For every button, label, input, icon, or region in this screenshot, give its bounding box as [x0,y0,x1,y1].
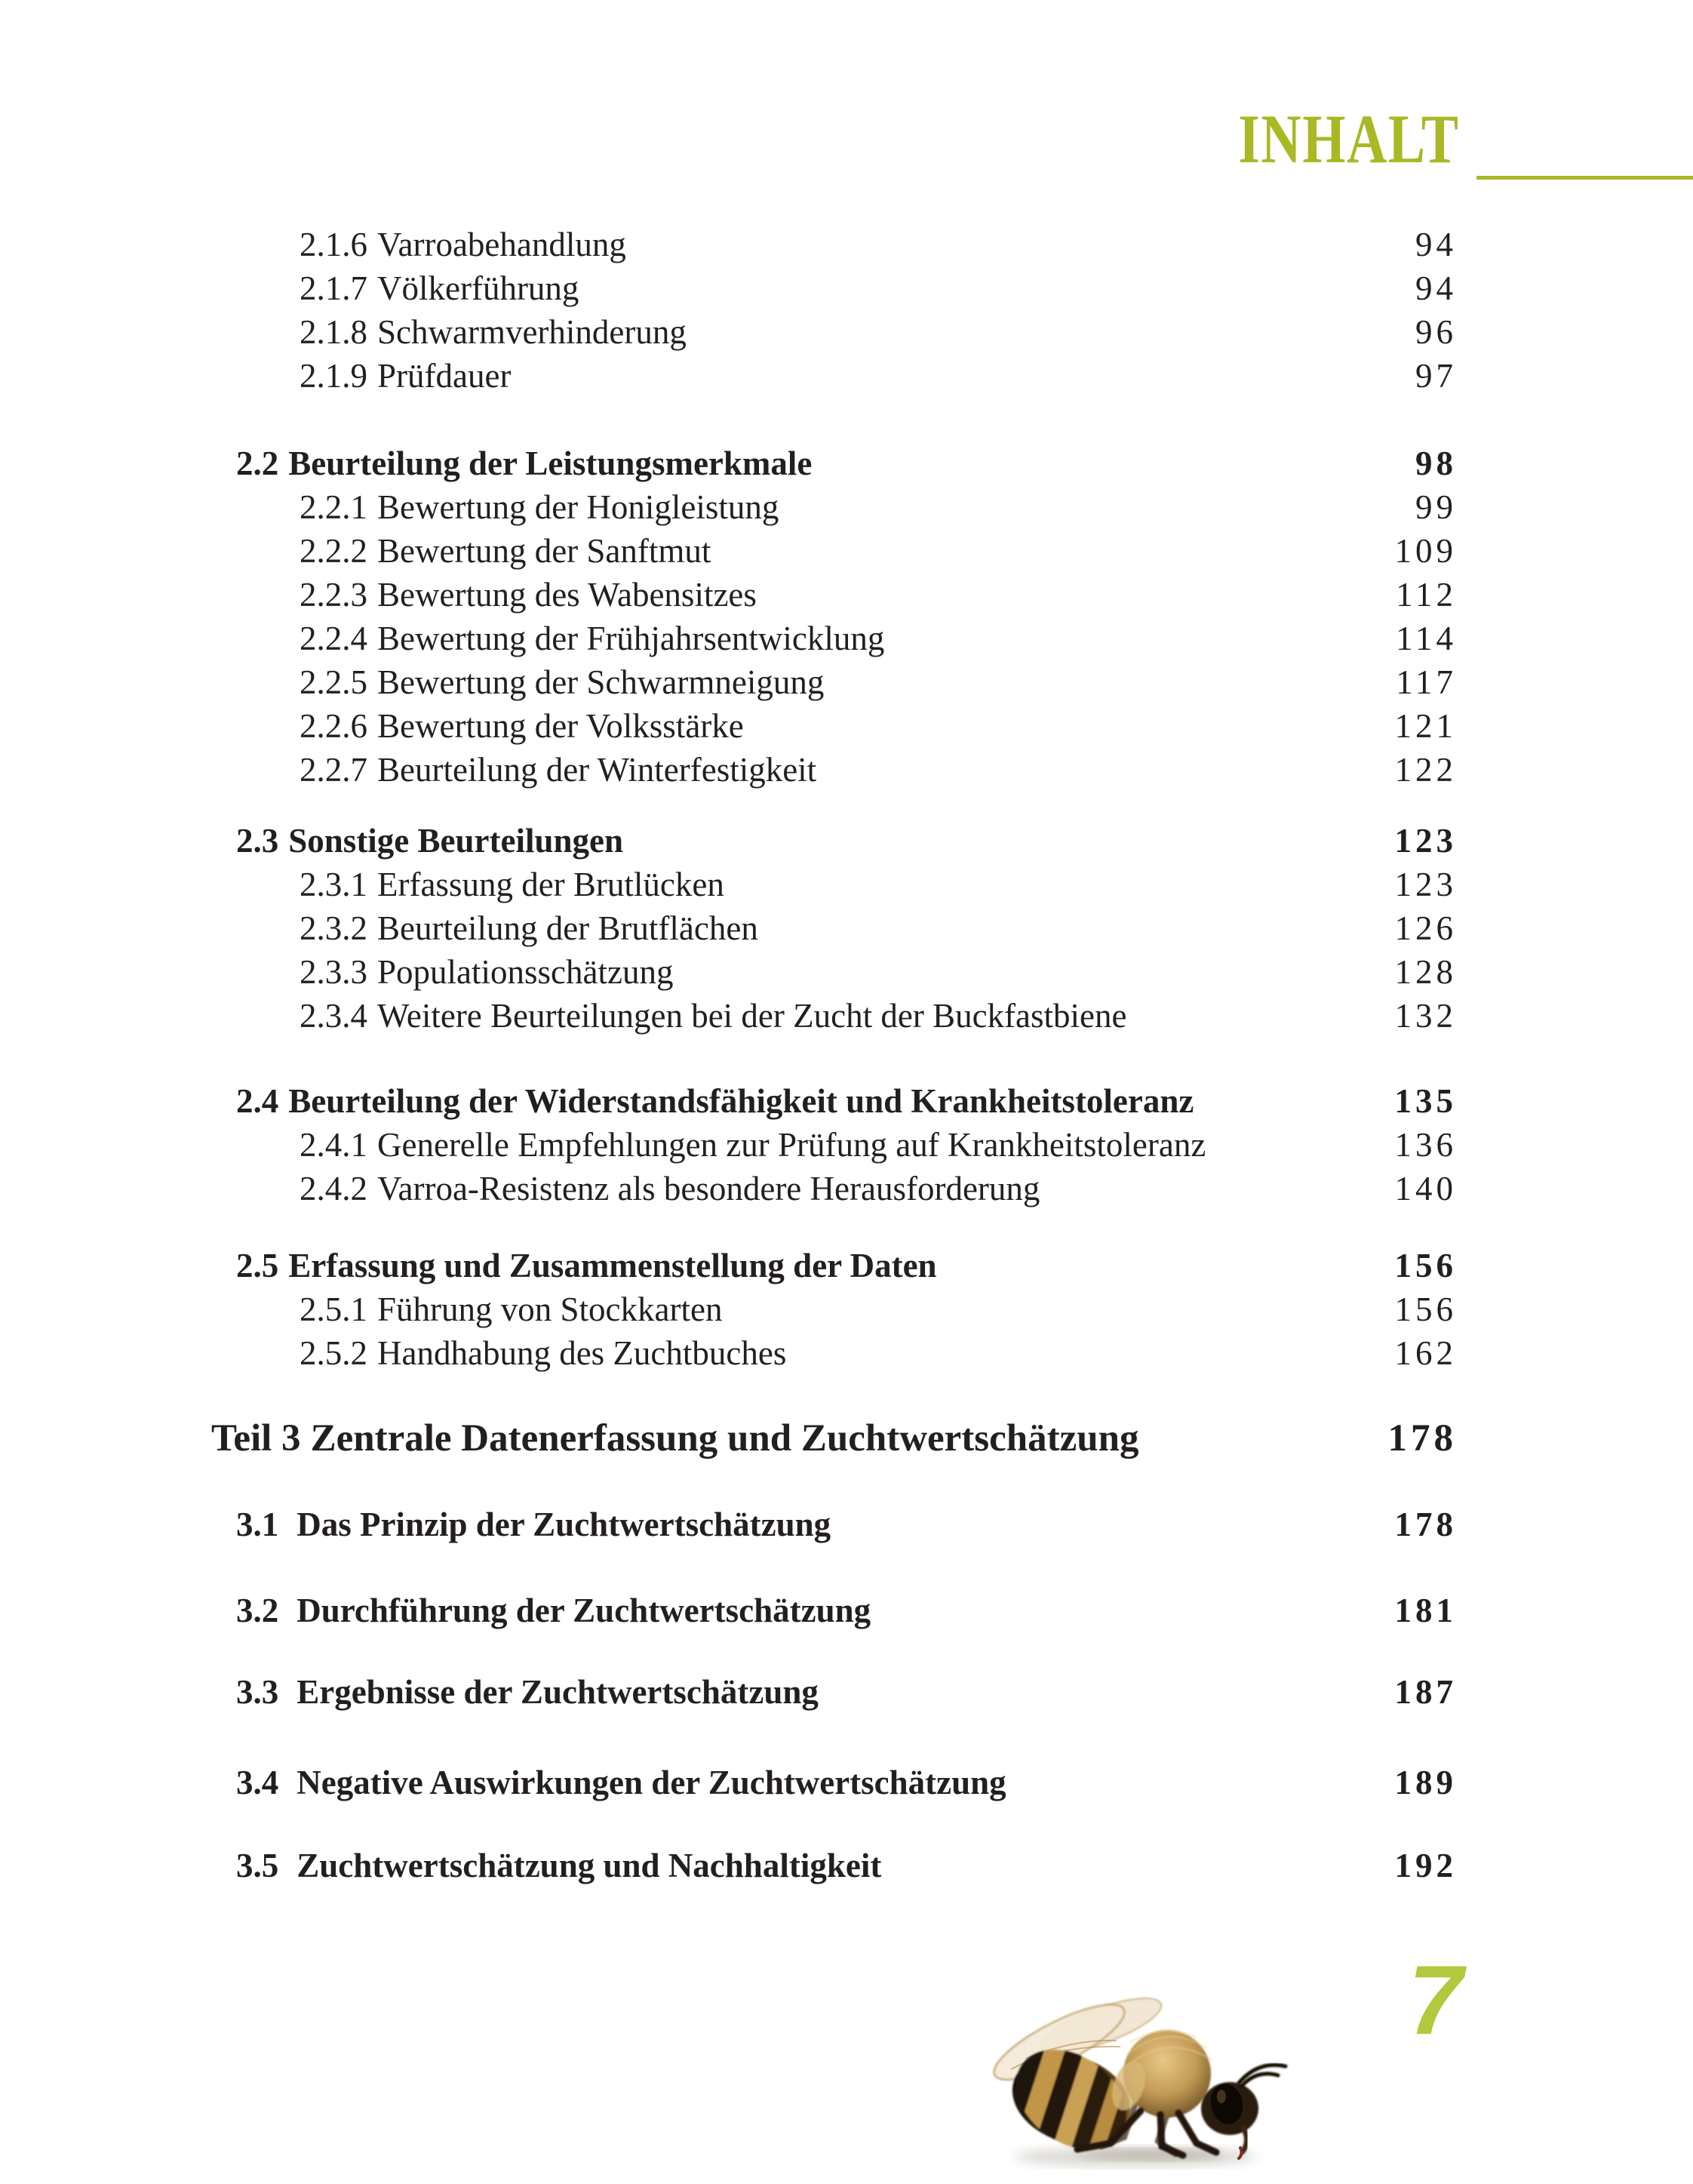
toc-entry-page: 97 [1415,357,1457,395]
toc-entry [0,1123,1693,1167]
toc-entry-page: 162 [1394,1334,1457,1372]
toc-entry [0,223,1693,266]
toc-entry-page: 178 [1394,1506,1457,1543]
toc-entry-number: 2.2 [236,444,279,482]
toc-entry-title: Schwarmverhinderung [377,313,687,351]
toc-entry-title: Bewertung der Volksstärke [377,707,744,745]
toc-entry [0,617,1693,660]
toc-entry-title: Erfassung der Brutlücken [377,866,724,903]
toc-entry-title: Negative Auswirkungen der Zuchtwertschätzung [297,1764,1006,1801]
toc-entry-number: 2.2.4 [300,620,367,657]
toc-entry-title: Völkerführung [377,269,579,307]
toc-entry-number: 2.2.6 [300,707,367,745]
toc-entry [0,748,1693,792]
toc-entry-number: 2.2.7 [300,751,367,789]
toc-entry [0,1412,1693,1465]
toc-entry-number: 2.2.5 [300,663,367,701]
folio-page-number: 7 [1408,1945,1463,2055]
toc-entry [0,704,1693,748]
toc-entry-number: 2.2.1 [300,488,367,526]
toc-entry-page: 114 [1396,620,1457,657]
toc-entry-page: 112 [1396,576,1457,614]
toc-entry-title: Bewertung der Sanftmut [377,532,711,570]
toc-entry-page: 136 [1394,1126,1457,1164]
toc-entry-number: 2.2.2 [300,532,367,570]
toc-entry-title: Bewertung des Wabensitzes [377,576,757,614]
toc-entry-title: Prüfdauer [377,357,512,395]
toc-entry [0,906,1693,950]
toc-entry-title: Generelle Empfehlungen zur Prüfung auf Krankheitstoleranz [377,1126,1206,1164]
toc-entry-title: Beurteilung der Brutflächen [377,909,758,947]
toc-entry-page: 94 [1415,269,1457,307]
toc-entry-title: Varroa-Resistenz als besondere Herausforderung [377,1170,1040,1207]
toc-entry-page: 189 [1394,1764,1457,1801]
toc-entry [0,485,1693,529]
toc-entry-number: 2.1.6 [300,226,367,263]
toc-entry-page: 123 [1394,822,1457,860]
toc-entry-page: 109 [1394,532,1457,570]
toc-entry-title: Beurteilung der Winterfestigkeit [377,751,817,789]
toc-entry-page: 181 [1394,1592,1457,1629]
toc-entry [0,310,1693,354]
toc-entry-page: 156 [1394,1290,1457,1328]
toc-entry-number: 3.2 [236,1592,279,1629]
toc-entry-page: 99 [1415,488,1457,526]
toc-entry-number: 2.2.3 [300,576,367,614]
toc-entry-number: 2.5 [236,1247,279,1284]
toc-entry [0,1503,1693,1546]
toc-entry-title: Bewertung der Honigleistung [377,488,779,526]
toc-entry-page: 140 [1394,1170,1457,1207]
toc-entry [0,1844,1693,1887]
toc-entry-title: Bewertung der Frühjahrsentwicklung [377,620,885,657]
toc-entry-number: 3.4 [236,1764,279,1801]
toc-entry-page: 96 [1415,313,1457,351]
toc-entry [0,1589,1693,1632]
toc-entry [0,441,1693,485]
toc-entry-number: 2.3.1 [300,866,367,903]
toc-entry-page: 94 [1415,226,1457,263]
toc-entry-number: 2.3.2 [300,909,367,947]
toc-entry-page: 132 [1394,997,1457,1035]
toc-entry-number: 2.3.4 [300,997,367,1035]
toc-entry [0,994,1693,1038]
toc-entry-title: Ergebnisse der Zuchtwertschätzung [297,1673,819,1711]
toc-entry-number: 2.5.1 [300,1290,367,1328]
toc-entry-number: 3.5 [236,1847,279,1884]
toc-entry-page: 117 [1396,663,1457,701]
toc-entry-title: Sonstige Beurteilungen [288,822,624,860]
toc-entry-title: Populationsschätzung [377,953,674,991]
toc-entry [0,660,1693,704]
toc-entry-number: Teil 3 [211,1417,301,1460]
toc-entry-number: 2.3.3 [300,953,367,991]
header-rule [1476,176,1693,180]
toc-entry-page: 121 [1394,707,1457,745]
toc-entry-title: Zuchtwertschätzung und Nachhaltigkeit [297,1847,882,1884]
toc-entry-page: 192 [1394,1847,1457,1884]
toc-entry-title: Beurteilung der Widerstandsfähigkeit und Krankheitstoleranz [288,1082,1194,1120]
toc-entry [0,1287,1693,1331]
page-title: INHALT [1238,100,1460,177]
toc-entry-number: 2.5.2 [300,1334,367,1372]
toc-entry-number: 2.4.1 [300,1126,367,1164]
toc-entry-title: Handhabung des Zuchtbuches [377,1334,787,1372]
toc-entry-page: 187 [1394,1673,1457,1711]
toc-entry [0,354,1693,398]
toc-entry-number: 2.1.8 [300,313,367,351]
honeybee-photo [981,1986,1313,2175]
toc-entry-title: Erfassung und Zusammenstellung der Daten [288,1247,937,1284]
toc-entry-title: Weitere Beurteilungen bei der Zucht der Buckfastbiene [377,997,1127,1035]
toc-entry-number: 2.4 [236,1082,279,1120]
toc-entry-title: Zentrale Datenerfassung und Zuchtwertschätzung [310,1417,1139,1460]
toc-entry-number: 2.3 [236,822,279,860]
table-of-contents [0,223,1693,1887]
toc-entry [0,950,1693,994]
toc-entry-page: 98 [1415,444,1457,482]
toc-entry-page: 128 [1394,953,1457,991]
toc-entry-number: 2.1.7 [300,269,367,307]
toc-entry [0,1244,1693,1287]
toc-entry-title: Beurteilung der Leistungsmerkmale [288,444,813,482]
toc-entry [0,1331,1693,1375]
toc-entry-number: 2.1.9 [300,357,367,395]
toc-entry-number: 3.3 [236,1673,279,1711]
toc-entry-title: Bewertung der Schwarmneigung [377,663,825,701]
toc-entry-page: 135 [1394,1082,1457,1120]
toc-entry-page: 178 [1387,1417,1457,1460]
toc-entry-page: 126 [1394,909,1457,947]
toc-entry [0,1167,1693,1210]
toc-entry [0,819,1693,863]
toc-entry [0,573,1693,617]
toc-entry [0,1079,1693,1123]
toc-entry-title: Führung von Stockkarten [377,1290,723,1328]
toc-entry [0,863,1693,906]
toc-entry [0,1761,1693,1804]
toc-entry-page: 122 [1394,751,1457,789]
toc-entry-number: 2.4.2 [300,1170,367,1207]
toc-entry-page: 123 [1394,866,1457,903]
toc-entry [0,529,1693,573]
toc-entry-title: Das Prinzip der Zuchtwertschätzung [297,1506,831,1543]
toc-entry-number: 3.1 [236,1506,279,1543]
toc-entry [0,1670,1693,1714]
toc-entry [0,266,1693,310]
toc-entry-title: Durchführung der Zuchtwertschätzung [297,1592,871,1629]
toc-entry-title: Varroabehandlung [377,226,626,263]
toc-entry-page: 156 [1394,1247,1457,1284]
